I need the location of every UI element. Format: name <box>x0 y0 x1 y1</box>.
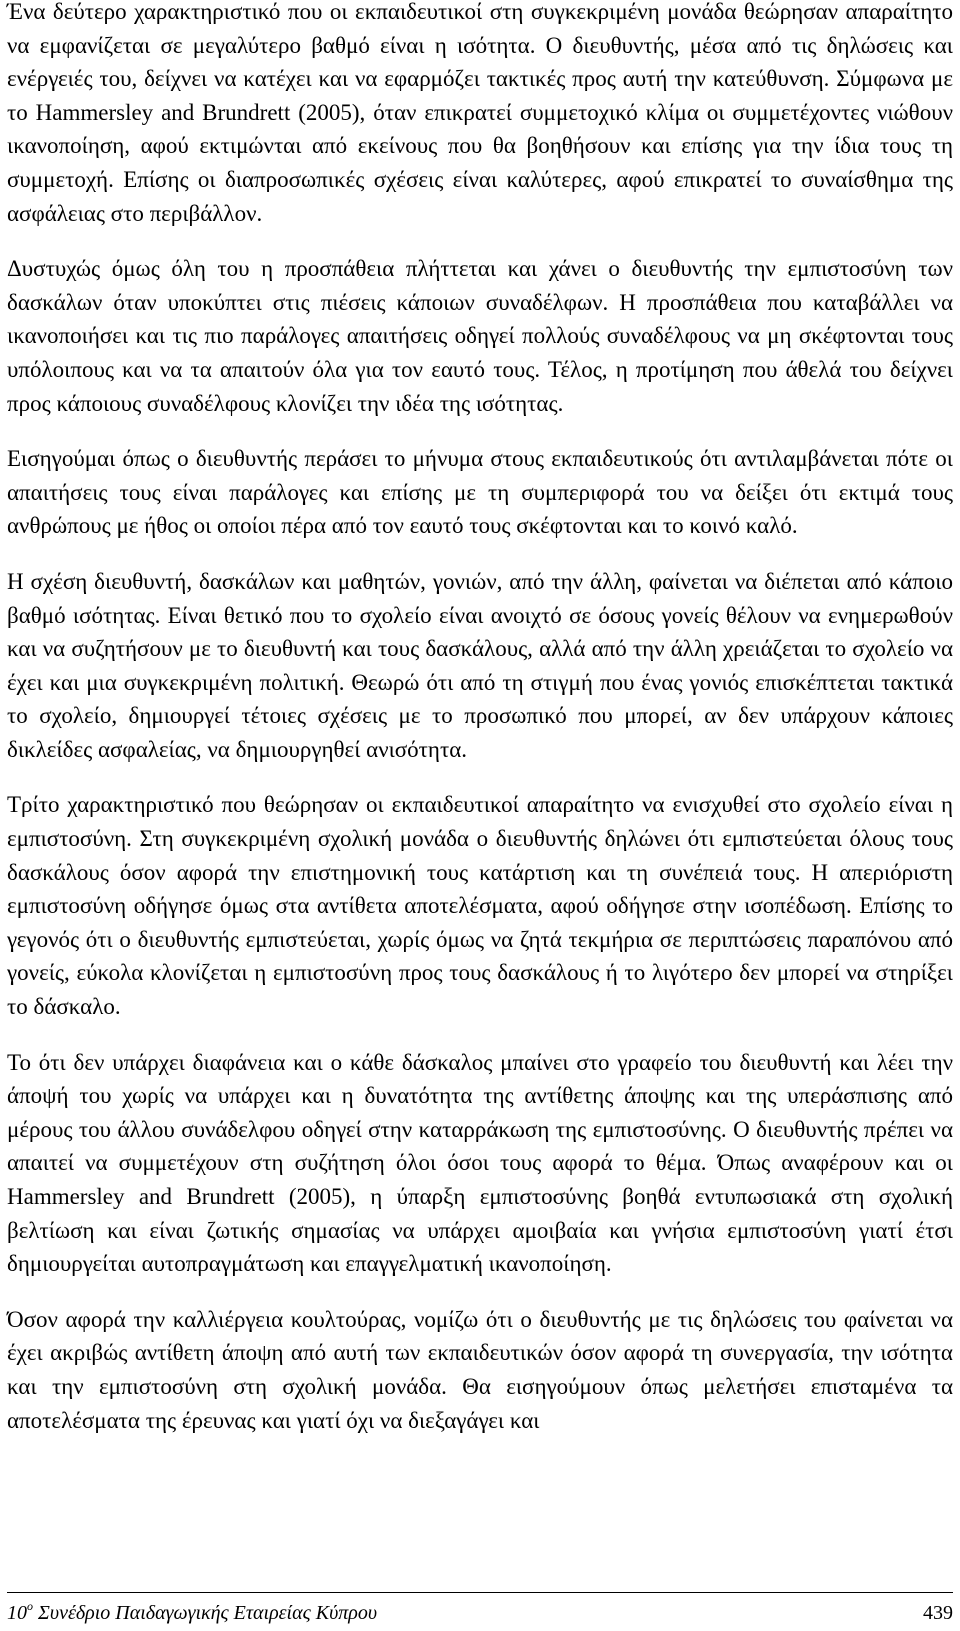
page-footer <box>7 1600 953 1628</box>
paragraph-transparency: Το ότι δεν υπάρχει διαφάνεια και ο κάθε δάσκαλος μπαίνει στο γραφείο του διευθυντή και λέει την άποψή του χωρίς να υπάρχει και η δυνατότητα της αντίθετης άποψης και της υπεράσπισης από μέρους του άλλου συνάδελφου οδηγεί στην καταρράκωση της εμπιστοσύνης. Ο διευθυντής πρέπει να απαιτεί να συμμετέχουν στη συζήτηση όλοι όσοι τους αφορά το θέμα. Όπως αναφέρουν και οι Hammersley and Brundrett (2005), η ύπαρξη εμπιστοσύνης βοηθά εντυπωσιακά στη σχολική βελτίωση και είναι ζωτικής σημασίας να υπάρχει αμοιβαία και γνήσια εμπιστοσύνη γιατί έτσι δημιουργείται αυτοπραγμάτωση και επαγγελματική ικανοποίηση. <box>7 1049 953 1277</box>
conference-number: 10 <box>7 1602 27 1624</box>
paragraph-trust-loss: Δυστυχώς όμως όλη του η προσπάθεια πλήττεται και χάνει ο διευθυντής την εμπιστοσύνη των δασκάλων όταν υποκύπτει στις πιέσεις κάποιων συναδέλφων. Η προσπάθεια που καταβάλλει να ικανοποιήσει και τις πιο παράλογες απαιτήσεις οδηγεί πολλούς συναδέλφους να μη σκέφτονται τους υπόλοιπους και να τα απαιτούν όλα για τον εαυτό τους. Τέλος, η προτίμηση που άθελά του δείχνει προς κάποιους συναδέλφους κλονίζει την ιδέα της ισότητας. <box>7 256 953 416</box>
footer-divider <box>7 1592 953 1593</box>
paragraph-parents-relationship: Η σχέση διευθυντή, δασκάλων και μαθητών, γονιών, από την άλλη, φαίνεται να διέπεται από κάποιο βαθμό ισότητας. Είναι θετικό που το σχολείο είναι ανοιχτό σε όσους γονείς θέλουν να ενημερωθούν και να συζητήσουν με το διευθυντή και τους δασκάλους, αλλά από την άλλη χρειάζεται το σχολείο να έχει και μια συγκεκριμένη πολιτική. Θεωρώ ότι από τη στιγμή που ένας γονιός επισκέπτεται τακτικά το σχολείο, δημιουργεί τέτοιες σχέσεις με το προσωπικό που μπορεί, αν δεν υπάρχουν κάποιες δικλείδες ασφαλείας, να δημιουργηθεί ανισότητα. <box>7 568 953 762</box>
paragraph-equality: Ένα δεύτερο χαρακτηριστικό που οι εκπαιδευτικοί στη συγκεκριμένη μονάδα θεώρησαν απαραίτητο να εμφανίζεται σε μεγαλύτερο βαθμό είναι η ισότητα. Ο διευθυντής, μέσα από τις δηλώσεις και ενέργειές του, δείχνει να κατέχει και να εφαρμόζει τακτικές προς αυτή την κατεύθυνση. Σύμφωνα με το Hammersley and Brundrett (2005), όταν επικρατεί συμμετοχικό κλίμα οι συμμετέχοντες νιώθουν ικανοποίηση, αφού εκτιμώνται από εκείνους που θα βοηθήσουν και επίσης για την ίδια τους τη συμμετοχή. Επίσης οι διαπροσωπικές σχέσεις είναι καλύτερες, αφού επικρατεί το συναίσθημα της ασφάλειας στο περιβάλλον. <box>7 0 953 226</box>
paragraph-recommendation: Εισηγούμαι όπως ο διευθυντής περάσει το μήνυμα στους εκπαιδευτικούς ότι αντιλαμβάνεται πότε οι απαιτήσεις τους είναι παράλογες και επίσης με τη συμπεριφορά του να δείξει ότι εκτιμά τους ανθρώπους με ήθος οι οποίοι πέρα από τον εαυτό τους σκέφτονται και το κοινό καλό. <box>7 446 953 539</box>
conference-ordinal: ο <box>27 1599 33 1613</box>
conference-name: Συνέδριο Παιδαγωγικής Εταιρείας Κύπρου <box>38 1602 378 1624</box>
page-number: 439 <box>923 1602 953 1624</box>
paragraph-trust: Τρίτο χαρακτηριστικό που θεώρησαν οι εκπαιδευτικοί απαραίτητο να ενισχυθεί στο σχολείο είναι η εμπιστοσύνη. Στη συγκεκριμένη σχολική μονάδα ο διευθυντής δηλώνει ότι εμπιστεύεται όλους τους δασκάλους όσον αφορά την επιστημονική τους κατάρτιση και τη συνέπειά τους. Η απεριόριστη εμπιστοσύνη οδήγησε όμως στα αντίθετα αποτελέσματα, αφού οδήγησε στην ισοπέδωση. Επίσης το γεγονός ότι ο διευθυντής εμπιστεύεται, χωρίς όμως να ζητά τεκμήρια σε περιπτώσεις παραπόνου από γονείς, εύκολα κλονίζεται η εμπιστοσύνη προς τους δασκάλους ή το λιγότερο δεν μπορεί να στηρίξει το δάσκαλο. <box>7 792 953 1020</box>
body-text <box>7 0 953 1459</box>
conference-title <box>7 1600 377 1626</box>
paragraph-culture: Όσον αφορά την καλλιέργεια κουλτούρας, νομίζω ότι ο διευθυντής με τις δηλώσεις του φαίνεται να έχει ακριβώς αντίθετη άποψη από αυτή των εκπαιδευτικών όσον αφορά τη συνεργασία, την ισότητα και την εμπιστοσύνη στη σχολική μονάδα. Θα εισηγούμουν όπως μελετήσει επισταμένα τα αποτελέσματα της έρευνας και γιατί όχι να διεξαγάγει και <box>7 1306 953 1433</box>
